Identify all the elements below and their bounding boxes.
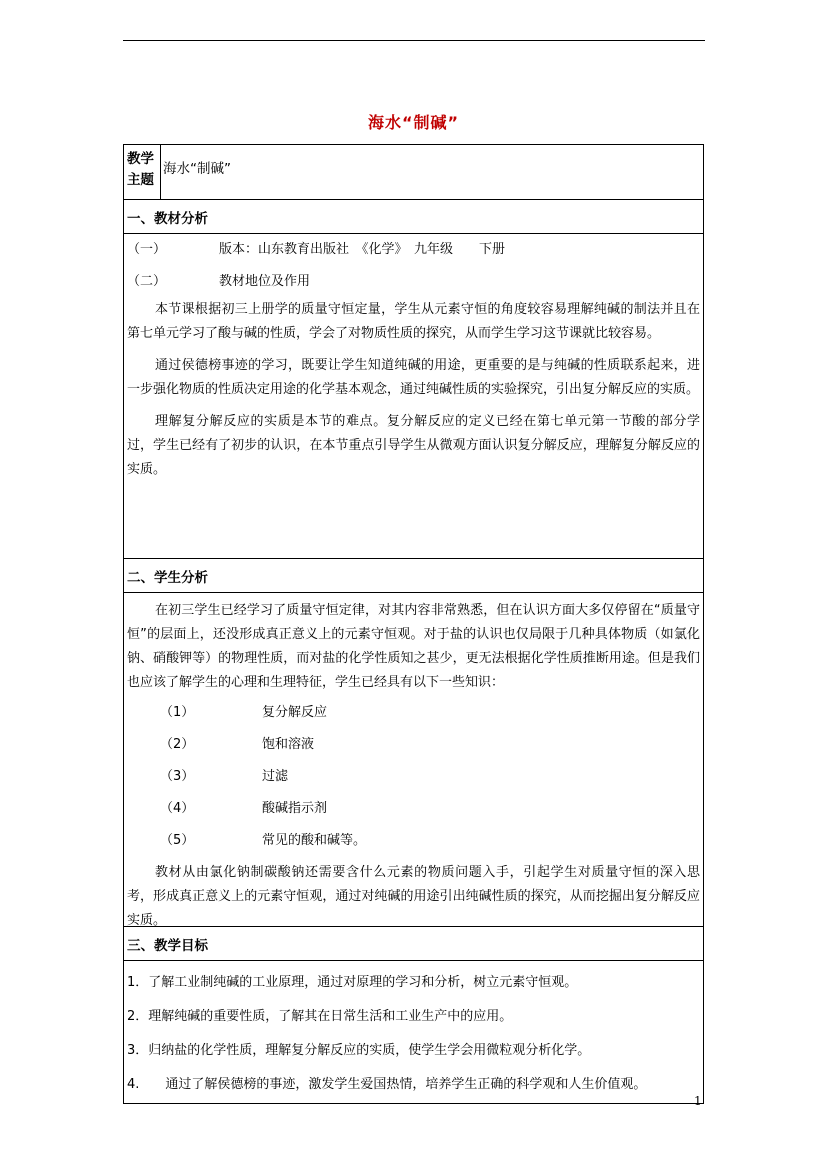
list-item-number: （1） [160, 705, 195, 720]
list-item-number: （4） [160, 801, 195, 816]
list-item [127, 793, 700, 825]
sub-item-role [127, 266, 700, 298]
sub-item-text: 教材地位及作用 [219, 274, 311, 289]
goal-item: 3．归纳盐的化学性质，理解复分解反应的实质，使学生学会用微粒观分析化学。 [127, 1042, 591, 1058]
document-title: 海水“制碱” [367, 113, 460, 132]
header-rule [123, 40, 705, 41]
list-item-text: 复分解反应 [262, 705, 328, 720]
paragraph: 通过侯德榜事迹的学习，既要让学生知道纯碱的用途，更重要的是与纯碱的性质联系起来，进一步强化物质的性质决定用途的化学基本观念，通过纯碱性质的实验探究，引出复分解反应的实质。 [127, 358, 700, 397]
goal-item: 1．了解工业制纯碱的工业原理，通过对原理的学习和分析，树立元素守恒观。 [127, 974, 578, 990]
list-item [127, 825, 700, 857]
list-item [127, 697, 700, 729]
topic-label: 教学主题 [124, 145, 161, 199]
goal-item: 2．理解纯碱的重要性质，了解其在日常生活和工业生产中的应用。 [127, 1008, 513, 1024]
list-item [127, 729, 700, 761]
list-item-number: （3） [160, 769, 195, 784]
list-item [127, 761, 700, 793]
list-item-text: 常见的酸和碱等。 [262, 833, 367, 848]
paragraph: 理解复分解反应的实质是本节的难点。复分解反应的定义已经在第七单元第一节酸的部分学过，学生已经有了初步的认识，在本节重点引导学生从微观方面认识复分解反应，理解复分解反应的实质。 [127, 414, 700, 477]
sub-item-number: （二） [127, 274, 167, 289]
topic-value: 海水“制碱” [163, 161, 231, 177]
section-heading-students: 二、学生分析 [124, 559, 703, 593]
lesson-plan-table [123, 144, 704, 1104]
sub-item-text: 版本：山东教育出版社 《化学》 九年级 下册 [219, 242, 506, 257]
paragraph: 教材从由氯化钠制碳酸钠还需要含什么元素的物质问题入手，引起学生对质量守恒的深入思考，形成真正意义上的元素守恒观，通过对纯碱的用途引出纯碱性质的探究，从而挖掘出复分解反应实质。 [127, 865, 700, 928]
list-item-number: （5） [160, 833, 195, 848]
section-heading-goals: 三、教学目标 [124, 927, 703, 961]
section-goals-body [124, 961, 703, 1103]
list-item-text: 酸碱指示剂 [262, 801, 328, 816]
list-item-text: 饱和溶液 [262, 737, 315, 752]
section-students-body [124, 593, 703, 927]
list-item-number: （2） [160, 737, 195, 752]
list-item-text: 过滤 [262, 769, 289, 784]
page-number: 1 [694, 1094, 702, 1108]
goal-item: 4. 通过了解侯德榜的事迹，激发学生爱国热情，培养学生正确的科学观和人生价值观。 [127, 1076, 647, 1092]
paragraph: 本节课根据初三上册学的质量守恒定量，学生从元素守恒的角度较容易理解纯碱的制法并且在第七单元学习了酸与碱的性质，学会了对物质性质的探究，从而学生学习这节课就比较容易。 [127, 302, 700, 341]
paragraph: 在初三学生已经学习了质量守恒定律，对其内容非常熟悉，但在认识方面大多仅停留在“质量守恒”的层面上，还没形成真正意义上的元素守恒观。对于盐的认识也仅局限于几种具体物质（如氯化钠、硝酸钾等）的物理性质，而对盐的化学性质知之甚少，更无法根据化学性质推断用途。但是我们也应该了解学生的心理和生理特征，学生已经具有以下一些知识： [127, 603, 700, 690]
section-materials-body [124, 234, 703, 559]
topic-row [124, 145, 703, 200]
sub-item-number: （一） [127, 242, 167, 257]
sub-item-version [127, 234, 700, 266]
section-heading-materials: 一、教材分析 [124, 200, 703, 234]
